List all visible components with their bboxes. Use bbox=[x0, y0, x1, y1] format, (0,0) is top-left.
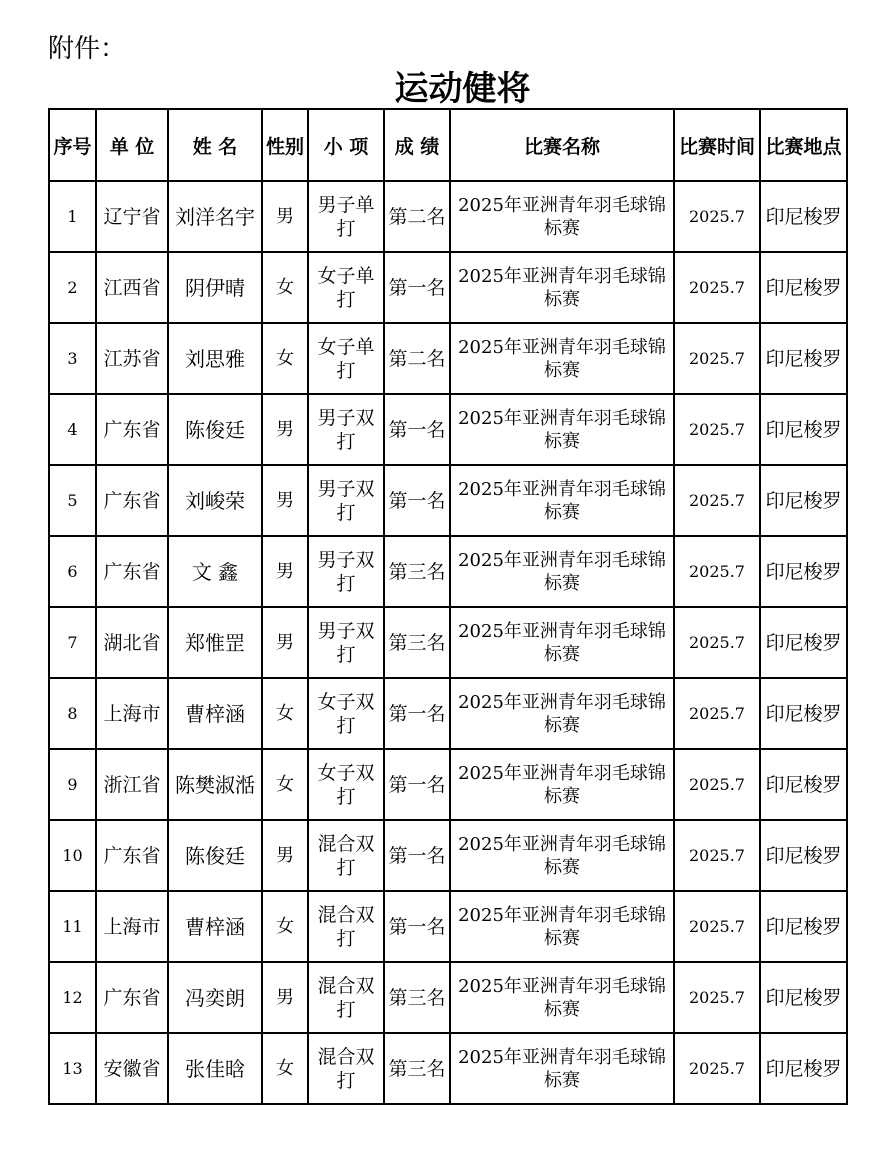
cell-unit: 江苏省 bbox=[96, 323, 168, 394]
cell-event: 女子单打 bbox=[308, 252, 384, 323]
cell-date: 2025.7 bbox=[674, 820, 760, 891]
cell-event: 女子双打 bbox=[308, 678, 384, 749]
header-result: 成 绩 bbox=[384, 109, 450, 181]
cell-result: 第一名 bbox=[384, 749, 450, 820]
cell-result: 第一名 bbox=[384, 252, 450, 323]
cell-gender: 男 bbox=[262, 820, 308, 891]
header-name: 姓 名 bbox=[168, 109, 262, 181]
table-row bbox=[49, 323, 847, 394]
cell-event: 女子单打 bbox=[308, 323, 384, 394]
cell-name: 文 鑫 bbox=[168, 536, 262, 607]
cell-date: 2025.7 bbox=[674, 678, 760, 749]
cell-competition: 2025年亚洲青年羽毛球锦标赛 bbox=[450, 820, 674, 891]
cell-index: 4 bbox=[49, 394, 96, 465]
cell-result: 第一名 bbox=[384, 891, 450, 962]
attachment-label: 附件： bbox=[48, 34, 127, 64]
cell-unit: 江西省 bbox=[96, 252, 168, 323]
cell-gender: 男 bbox=[262, 394, 308, 465]
cell-competition: 2025年亚洲青年羽毛球锦标赛 bbox=[450, 181, 674, 252]
table-row bbox=[49, 891, 847, 962]
cell-unit: 广东省 bbox=[96, 820, 168, 891]
cell-index: 7 bbox=[49, 607, 96, 678]
cell-name: 陈俊廷 bbox=[168, 394, 262, 465]
cell-index: 1 bbox=[49, 181, 96, 252]
table-row bbox=[49, 820, 847, 891]
cell-date: 2025.7 bbox=[674, 1033, 760, 1104]
table-row bbox=[49, 962, 847, 1033]
table-row bbox=[49, 394, 847, 465]
cell-name: 郑惟罡 bbox=[168, 607, 262, 678]
cell-result: 第一名 bbox=[384, 678, 450, 749]
cell-location: 印尼梭罗 bbox=[760, 323, 847, 394]
cell-name: 张佳晗 bbox=[168, 1033, 262, 1104]
cell-unit: 上海市 bbox=[96, 891, 168, 962]
cell-location: 印尼梭罗 bbox=[760, 962, 847, 1033]
cell-date: 2025.7 bbox=[674, 394, 760, 465]
header-event: 小 项 bbox=[308, 109, 384, 181]
cell-result: 第三名 bbox=[384, 536, 450, 607]
cell-index: 13 bbox=[49, 1033, 96, 1104]
cell-location: 印尼梭罗 bbox=[760, 678, 847, 749]
cell-event: 男子双打 bbox=[308, 607, 384, 678]
cell-gender: 女 bbox=[262, 323, 308, 394]
table-row bbox=[49, 252, 847, 323]
cell-name: 冯奕朗 bbox=[168, 962, 262, 1033]
cell-gender: 男 bbox=[262, 181, 308, 252]
cell-event: 男子双打 bbox=[308, 394, 384, 465]
cell-name: 刘思雅 bbox=[168, 323, 262, 394]
cell-location: 印尼梭罗 bbox=[760, 465, 847, 536]
cell-date: 2025.7 bbox=[674, 891, 760, 962]
cell-location: 印尼梭罗 bbox=[760, 749, 847, 820]
table-row bbox=[49, 607, 847, 678]
cell-event: 混合双打 bbox=[308, 891, 384, 962]
cell-index: 10 bbox=[49, 820, 96, 891]
cell-gender: 男 bbox=[262, 962, 308, 1033]
cell-name: 陈樊淑湉 bbox=[168, 749, 262, 820]
cell-location: 印尼梭罗 bbox=[760, 891, 847, 962]
cell-index: 11 bbox=[49, 891, 96, 962]
cell-result: 第一名 bbox=[384, 820, 450, 891]
cell-name: 刘峻荣 bbox=[168, 465, 262, 536]
cell-competition: 2025年亚洲青年羽毛球锦标赛 bbox=[450, 1033, 674, 1104]
table-row bbox=[49, 536, 847, 607]
cell-index: 12 bbox=[49, 962, 96, 1033]
cell-gender: 女 bbox=[262, 749, 308, 820]
cell-index: 6 bbox=[49, 536, 96, 607]
cell-location: 印尼梭罗 bbox=[760, 820, 847, 891]
header-unit: 单 位 bbox=[96, 109, 168, 181]
cell-result: 第三名 bbox=[384, 1033, 450, 1104]
cell-index: 8 bbox=[49, 678, 96, 749]
cell-index: 2 bbox=[49, 252, 96, 323]
table-row bbox=[49, 465, 847, 536]
cell-date: 2025.7 bbox=[674, 323, 760, 394]
cell-event: 混合双打 bbox=[308, 962, 384, 1033]
cell-result: 第二名 bbox=[384, 323, 450, 394]
cell-event: 混合双打 bbox=[308, 820, 384, 891]
table-row bbox=[49, 1033, 847, 1104]
cell-date: 2025.7 bbox=[674, 181, 760, 252]
cell-gender: 男 bbox=[262, 607, 308, 678]
cell-unit: 广东省 bbox=[96, 465, 168, 536]
cell-gender: 男 bbox=[262, 536, 308, 607]
cell-location: 印尼梭罗 bbox=[760, 607, 847, 678]
cell-gender: 女 bbox=[262, 678, 308, 749]
header-competition: 比赛名称 bbox=[450, 109, 674, 181]
cell-event: 混合双打 bbox=[308, 1033, 384, 1104]
cell-index: 9 bbox=[49, 749, 96, 820]
cell-event: 男子双打 bbox=[308, 536, 384, 607]
cell-competition: 2025年亚洲青年羽毛球锦标赛 bbox=[450, 749, 674, 820]
cell-event: 男子单打 bbox=[308, 181, 384, 252]
cell-unit: 广东省 bbox=[96, 394, 168, 465]
cell-gender: 男 bbox=[262, 465, 308, 536]
cell-location: 印尼梭罗 bbox=[760, 252, 847, 323]
cell-competition: 2025年亚洲青年羽毛球锦标赛 bbox=[450, 536, 674, 607]
cell-unit: 广东省 bbox=[96, 962, 168, 1033]
table-row bbox=[49, 678, 847, 749]
table-row bbox=[49, 181, 847, 252]
cell-date: 2025.7 bbox=[674, 607, 760, 678]
cell-competition: 2025年亚洲青年羽毛球锦标赛 bbox=[450, 323, 674, 394]
cell-event: 男子双打 bbox=[308, 465, 384, 536]
cell-location: 印尼梭罗 bbox=[760, 536, 847, 607]
header-date: 比赛时间 bbox=[674, 109, 760, 181]
header-location: 比赛地点 bbox=[760, 109, 847, 181]
cell-name: 曹梓涵 bbox=[168, 678, 262, 749]
page-title: 运动健将 bbox=[394, 69, 531, 109]
cell-competition: 2025年亚洲青年羽毛球锦标赛 bbox=[450, 678, 674, 749]
cell-result: 第一名 bbox=[384, 394, 450, 465]
cell-competition: 2025年亚洲青年羽毛球锦标赛 bbox=[450, 607, 674, 678]
cell-event: 女子双打 bbox=[308, 749, 384, 820]
cell-date: 2025.7 bbox=[674, 749, 760, 820]
cell-unit: 湖北省 bbox=[96, 607, 168, 678]
cell-date: 2025.7 bbox=[674, 465, 760, 536]
cell-gender: 女 bbox=[262, 1033, 308, 1104]
cell-competition: 2025年亚洲青年羽毛球锦标赛 bbox=[450, 465, 674, 536]
cell-result: 第一名 bbox=[384, 465, 450, 536]
cell-unit: 辽宁省 bbox=[96, 181, 168, 252]
cell-gender: 女 bbox=[262, 252, 308, 323]
cell-location: 印尼梭罗 bbox=[760, 394, 847, 465]
table-header-row bbox=[49, 109, 847, 181]
cell-date: 2025.7 bbox=[674, 252, 760, 323]
cell-index: 3 bbox=[49, 323, 96, 394]
cell-name: 陈俊廷 bbox=[168, 820, 262, 891]
cell-unit: 上海市 bbox=[96, 678, 168, 749]
cell-competition: 2025年亚洲青年羽毛球锦标赛 bbox=[450, 394, 674, 465]
cell-gender: 女 bbox=[262, 891, 308, 962]
cell-result: 第二名 bbox=[384, 181, 450, 252]
cell-name: 阴伊晴 bbox=[168, 252, 262, 323]
header-gender: 性别 bbox=[262, 109, 308, 181]
cell-name: 刘洋名宇 bbox=[168, 181, 262, 252]
cell-competition: 2025年亚洲青年羽毛球锦标赛 bbox=[450, 962, 674, 1033]
header-index: 序号 bbox=[49, 109, 96, 181]
athletes-table bbox=[48, 108, 848, 1105]
table-row bbox=[49, 749, 847, 820]
cell-unit: 浙江省 bbox=[96, 749, 168, 820]
cell-location: 印尼梭罗 bbox=[760, 181, 847, 252]
cell-name: 曹梓涵 bbox=[168, 891, 262, 962]
cell-index: 5 bbox=[49, 465, 96, 536]
cell-unit: 安徽省 bbox=[96, 1033, 168, 1104]
cell-result: 第三名 bbox=[384, 607, 450, 678]
cell-unit: 广东省 bbox=[96, 536, 168, 607]
cell-date: 2025.7 bbox=[674, 962, 760, 1033]
cell-location: 印尼梭罗 bbox=[760, 1033, 847, 1104]
cell-competition: 2025年亚洲青年羽毛球锦标赛 bbox=[450, 891, 674, 962]
cell-result: 第三名 bbox=[384, 962, 450, 1033]
cell-date: 2025.7 bbox=[674, 536, 760, 607]
cell-competition: 2025年亚洲青年羽毛球锦标赛 bbox=[450, 252, 674, 323]
